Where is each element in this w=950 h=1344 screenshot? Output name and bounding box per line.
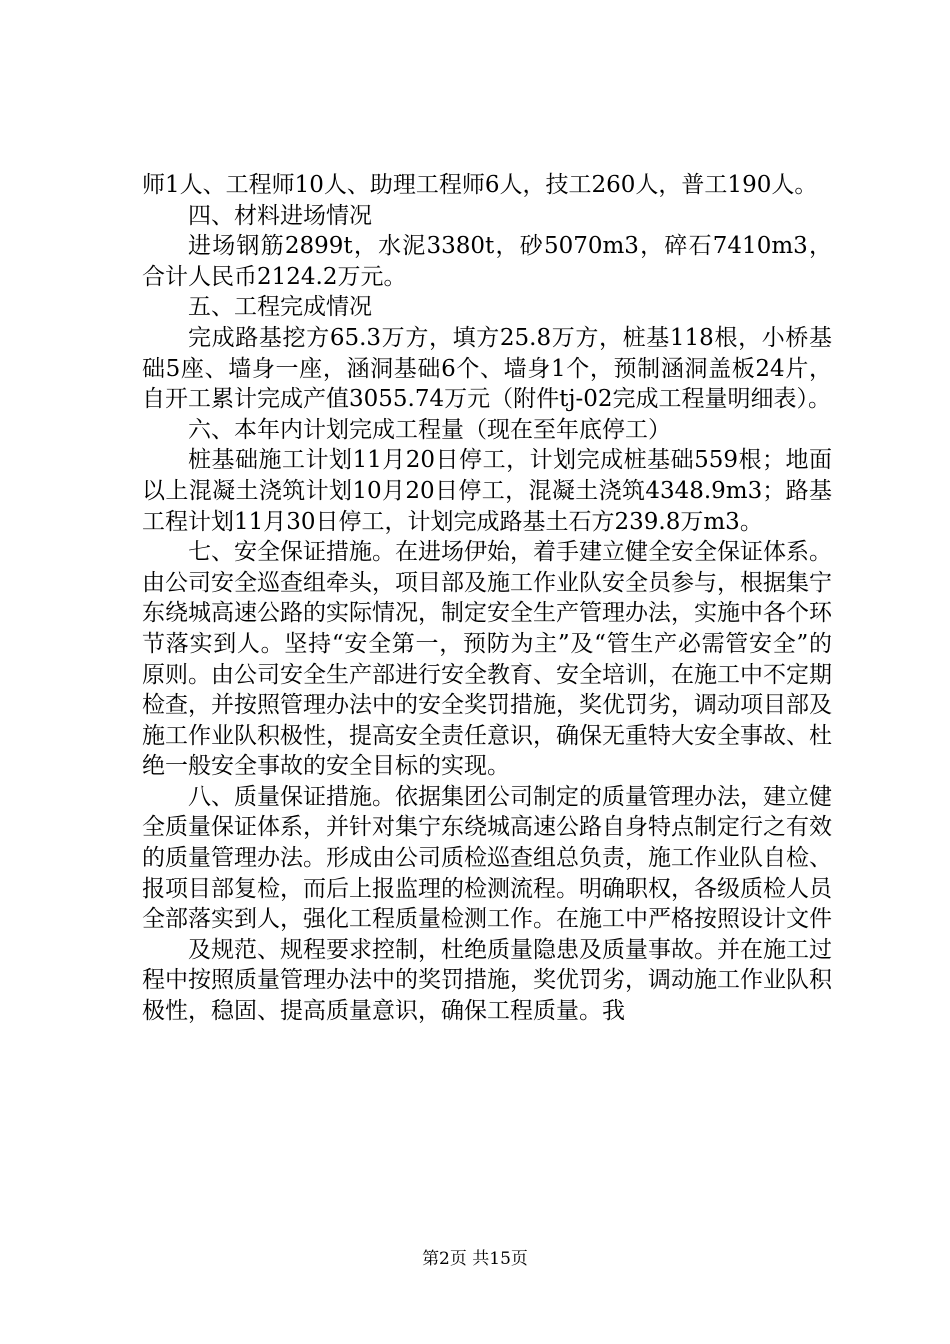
- paragraph-staff: 师1人、工程师10人、助理工程师6人，技工260人，普工190人。: [142, 172, 818, 198]
- paragraph-plan: 桩基础施工计划11月20日停工，计划完成桩基础559根；地面以上混凝土浇筑计划10月20日停工，混凝土浇筑4348.9m3；路基工程计划11月30日停工，计划完成路基土石方239.8万m3。: [142, 447, 832, 535]
- heading-materials: 四、材料进场情况: [188, 202, 372, 229]
- document-body: [142, 170, 832, 1027]
- heading-completion: 五、工程完成情况: [188, 294, 372, 321]
- paragraph-completion: 完成路基挖方65.3万方，填方25.8万方，桩基118根，小桥基础5座、墙身一座，涵洞基础6个、墙身1个，预制涵洞盖板24片，自开工累计完成产值3055.74万元（附件tj-02完成工程量明细表）。: [142, 324, 832, 413]
- paragraph-quality-continued: 及规范、规程要求控制，杜绝质量隐患及质量事故。并在施工过程中按照质量管理办法中的奖罚措施，奖优罚劣，调动施工作业队积极性，稳固、提高质量意识，确保工程质量。我: [142, 936, 832, 1025]
- page-number-footer: 第2页 共15页: [422, 1249, 528, 1269]
- paragraph-quality: 八、质量保证措施。依据集团公司制定的质量管理办法，建立健全质量保证体系，并针对集宁东绕城高速公路自身特点制定行之有效的质量管理办法。形成由公司质检巡查组总负责，施工作业队自检、报项目部复检，而后上报监理的检测流程。明确职权，各级质检人员全部落实到人，强化工程质量检测工作。在施工中严格按照设计文件: [142, 783, 832, 933]
- heading-plan: 六、本年内计划完成工程量（现在至年底停工）: [188, 416, 671, 443]
- paragraph-safety: 七、安全保证措施。在进场伊始，着手建立健全安全保证体系。由公司安全巡查组牵头，项目部及施工作业队安全员参与，根据集宁东绕城高速公路的实际情况，制定安全生产管理办法，实施中各个环节落实到人。坚持“安全第一，预防为主”及“管生产必需管安全”的原则。由公司安全生产部进行安全教育、安全培训，在施工中不定期检查，并按照管理办法中的安全奖罚措施，奖优罚劣，调动项目部及施工作业队积极性，提高安全责任意识，确保无重特大安全事故、杜绝一般安全事故的安全目标的实现。: [142, 539, 832, 780]
- paragraph-materials: 进场钢筋2899t，水泥3380t，砂5070m3，碎石7410m3，合计人民币2124.2万元。: [142, 233, 832, 290]
